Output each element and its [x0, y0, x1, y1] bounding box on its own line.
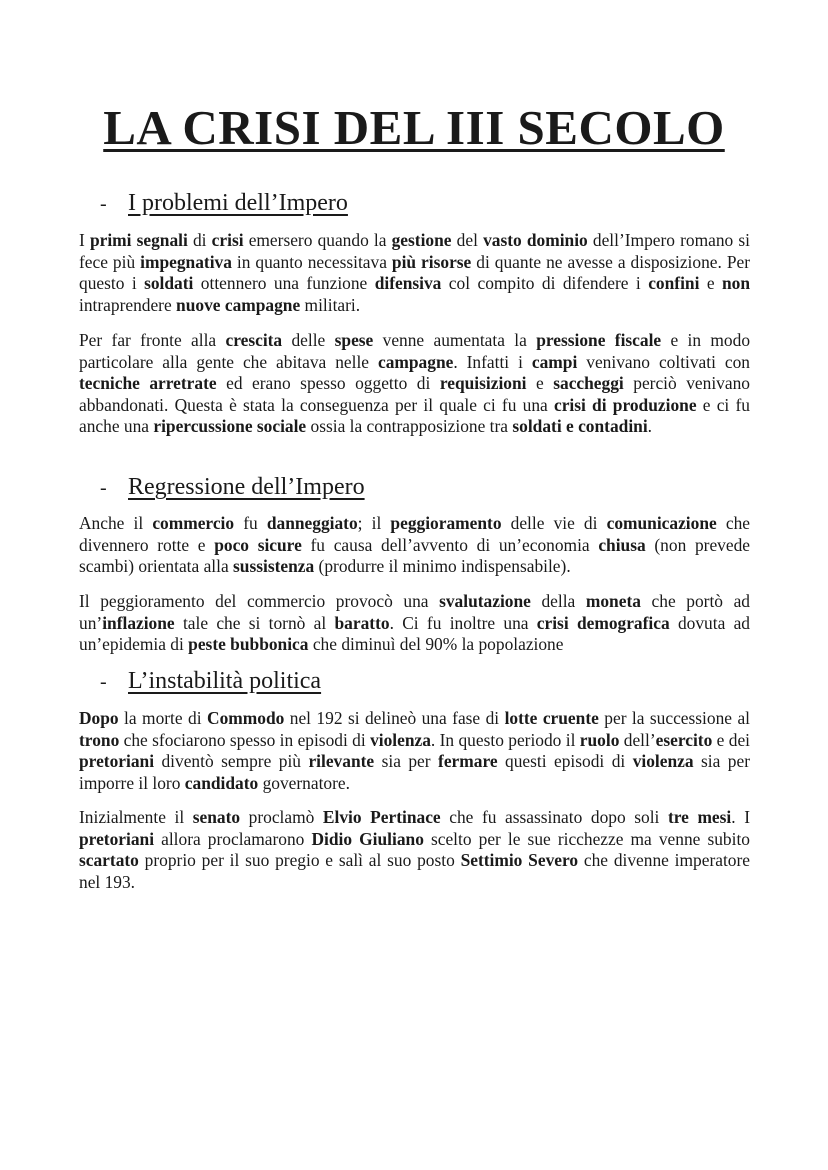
bold-term: crisi demografica — [536, 612, 670, 633]
bold-term: tecniche arretrate — [79, 373, 217, 394]
bold-term: saccheggi — [553, 373, 624, 394]
text-run: venne aumentata la — [373, 330, 537, 350]
text-run: e ci fu anche una — [79, 394, 750, 437]
paragraph — [79, 708, 750, 794]
text-run: che sfociarono spesso in episodi di — [119, 729, 371, 750]
text-run: . Infatti i — [453, 351, 532, 372]
text-run: tale che si tornò al — [174, 612, 335, 633]
text-run: nel 192 si delineò una fase di — [284, 708, 505, 728]
section-heading-instabilita — [100, 666, 321, 697]
bold-term: confini — [648, 273, 700, 294]
bold-term: lotte cruente — [504, 708, 599, 728]
bold-term: vasto dominio — [483, 230, 588, 250]
text-run: scelto per le sue ricchezze ma venne subito — [423, 828, 750, 849]
bold-term: campagne — [377, 351, 454, 372]
bold-term: peste bubbonica — [188, 634, 309, 655]
bold-term: pretoriani — [79, 751, 155, 772]
text-run: dell’ — [619, 729, 656, 750]
text-run: perciò venivano abbandonati. Questa è stata la conseguenza per il quale ci fu una — [79, 373, 750, 415]
bold-term: scartato — [79, 850, 139, 871]
bold-term: trono — [79, 729, 120, 750]
text-run: Anche il — [79, 513, 153, 533]
bold-term: gestione — [391, 230, 452, 250]
heading-bullet: - — [100, 477, 107, 499]
bold-term: poco sicure — [214, 534, 302, 555]
text-run: fu — [234, 513, 267, 533]
text-run: la morte di — [118, 708, 208, 728]
bold-term: inflazione — [102, 612, 175, 633]
bold-term: spese — [334, 330, 374, 350]
text-run: proprio per il suo pregio e salì al suo posto — [138, 850, 461, 871]
bold-term: moneta — [585, 591, 641, 611]
text-run: Per far fronte alla — [79, 330, 226, 350]
bold-term: comunicazione — [606, 513, 717, 533]
bold-term: violenza — [632, 751, 694, 772]
text-run: (non prevede scambi) orientata alla — [79, 534, 750, 577]
paragraph — [79, 330, 750, 438]
bold-term: danneggiato — [266, 513, 358, 533]
bold-term: Commodo — [207, 708, 285, 728]
bold-term: primi segnali — [89, 230, 188, 250]
text-run: venivano coltivati con — [577, 351, 751, 372]
text-run: che divennero rotte e — [79, 513, 750, 555]
text-run: e in modo particolare alla gente che abitava nelle — [79, 330, 751, 372]
section-heading-problemi — [100, 188, 348, 219]
text-run: . — [647, 416, 653, 437]
text-run: e dei — [712, 729, 750, 750]
bold-term: crisi — [211, 230, 244, 250]
paragraph — [79, 807, 750, 893]
bold-term: violenza — [370, 729, 431, 750]
text-run: dovuta ad un’epidemia di — [79, 612, 750, 655]
bold-term: Dopo — [79, 708, 119, 728]
text-run: ossia la contrapposizione tra — [306, 416, 513, 437]
bold-term: crisi di produzione — [553, 394, 697, 415]
bold-term: ruolo — [579, 729, 620, 750]
text-run: proclamò — [240, 807, 323, 827]
heading-bullet: - — [100, 193, 107, 215]
text-run: che diminuì del 90% la popolazione — [308, 634, 564, 655]
text-run: che divenne imperatore nel 193. — [79, 850, 750, 892]
bold-term: ripercussione sociale — [153, 416, 307, 437]
paragraph — [79, 591, 750, 656]
text-run: delle vie di — [501, 513, 607, 533]
bold-term: difensiva — [374, 273, 442, 294]
section-heading-text: Regressione dell’Impero — [128, 474, 365, 500]
text-run: in quanto necessitava — [231, 251, 392, 272]
bold-term: requisizioni — [439, 373, 527, 394]
section-heading-regressione — [100, 472, 365, 503]
heading-bullet: - — [100, 671, 107, 693]
bold-term: baratto — [334, 612, 390, 633]
text-run: intraprendere — [79, 294, 177, 315]
text-run: questi episodi di — [497, 751, 633, 772]
bold-term: senato — [192, 807, 241, 827]
bold-term: pretoriani — [79, 828, 155, 849]
text-run: che portò ad un’ — [79, 591, 750, 633]
bold-term: rilevante — [308, 751, 375, 772]
text-run: col compito di difendere i — [441, 273, 649, 294]
text-run: per la successione al — [598, 708, 750, 728]
section-heading-text: L’instabilità politica — [128, 668, 322, 694]
bold-term: crescita — [225, 330, 283, 350]
bold-term: campi — [531, 351, 578, 372]
text-run: ottennero una funzione — [193, 273, 375, 294]
bold-term: Didio Giuliano — [311, 828, 424, 849]
text-run: che fu assassinato dopo soli — [440, 807, 668, 827]
bold-term: nuove campagne — [176, 294, 301, 315]
bold-term: sussistenza — [233, 556, 315, 577]
text-run: sia per imporre il loro — [79, 751, 750, 793]
bold-term: fermare — [438, 751, 498, 772]
paragraph — [79, 513, 750, 578]
text-run: governatore. — [258, 772, 350, 793]
text-run: ; il — [357, 513, 391, 533]
text-run: dell’Impero romano si fece più — [79, 230, 750, 272]
text-run: (produrre il minimo indispensabile). — [314, 556, 571, 577]
text-run: fu causa dell’avvento di un’economia — [301, 534, 599, 555]
text-run: Inizialmente il — [79, 807, 193, 827]
text-run: ed erano spesso oggetto di — [216, 373, 440, 394]
text-run: militari. — [300, 294, 361, 315]
bold-term: chiusa — [598, 534, 646, 555]
bold-term: soldati — [144, 273, 194, 294]
text-run: diventò sempre più — [154, 751, 309, 772]
paragraph — [79, 230, 750, 316]
text-run: sia per — [374, 751, 439, 772]
bold-term: soldati e contadini — [512, 416, 648, 437]
text-run: del — [451, 230, 484, 250]
bold-term: candidato — [184, 772, 259, 793]
bold-term: più risorse — [391, 251, 472, 272]
text-run: delle — [282, 330, 335, 350]
text-run: Il peggioramento del commercio provocò una — [79, 591, 440, 611]
bold-term: tre mesi — [667, 807, 732, 827]
text-run: della — [530, 591, 586, 611]
text-run: e — [526, 373, 554, 394]
text-run: allora proclamarono — [154, 828, 312, 849]
text-run: emersero quando la — [243, 230, 392, 250]
text-run: di — [187, 230, 212, 250]
bold-term: Elvio Pertinace — [322, 807, 441, 827]
bold-term: esercito — [655, 729, 713, 750]
bold-term: Settimio Severo — [460, 850, 579, 871]
document-title: LA CRISI DEL III SECOLO — [103, 100, 725, 155]
bold-term: non — [721, 273, 751, 294]
text-run: . I — [731, 807, 750, 827]
bold-term: commercio — [152, 513, 235, 533]
text-run: . In questo periodo il — [430, 729, 580, 750]
text-run: di quante ne avesse a disposizione. Per questo i — [79, 251, 751, 294]
text-run: I — [79, 230, 90, 250]
section-heading-text: I problemi dell’Impero — [128, 190, 348, 216]
bold-term: impegnativa — [140, 251, 232, 272]
bold-term: svalutazione — [439, 591, 531, 611]
bold-term: pressione fiscale — [536, 330, 662, 350]
bold-term: peggioramento — [390, 513, 502, 533]
text-run: e — [699, 273, 722, 294]
text-run: . Ci fu inoltre una — [389, 612, 537, 633]
